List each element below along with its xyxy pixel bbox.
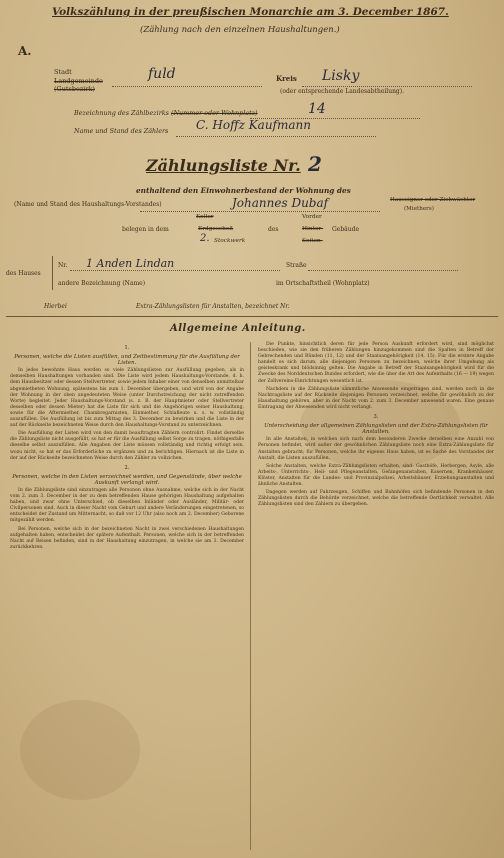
kreis-note: (oder entsprechende Landesabtheilung). bbox=[280, 88, 405, 95]
ortschaft-label: im Ortschaftstheil (Wohnplatz) bbox=[276, 280, 370, 287]
seiten-label: Seiten- bbox=[302, 238, 323, 244]
strasse-label: Straße bbox=[286, 262, 307, 269]
paper-stain bbox=[20, 700, 140, 800]
vorder-label: Vorder bbox=[302, 214, 322, 220]
stockwerk-value: 2. bbox=[200, 233, 210, 244]
list-title: Zählungsliste Nr. bbox=[146, 156, 301, 175]
erdgeschoss-label: Erdgeschoß bbox=[198, 226, 234, 232]
nr-label: Nr. bbox=[58, 262, 68, 269]
andere-label: andere Bezeichnung (Name) bbox=[58, 280, 146, 287]
zaehler-label: Name und Stand des Zählers bbox=[74, 127, 169, 135]
zaehler-value: C. Hoffz Kaufmann bbox=[196, 118, 311, 132]
address-value: 1 Anden Lindan bbox=[86, 257, 175, 270]
hierbei-label: Hierbei bbox=[44, 303, 67, 310]
kreis-label: Kreis bbox=[276, 74, 297, 83]
form-letter: A. bbox=[18, 44, 32, 58]
des-label: des bbox=[268, 226, 279, 233]
zaehlbezirk-label: Bezeichnung des Zählbezirks (Nummer oder Wohnplatz) bbox=[74, 109, 258, 117]
keller-label: Keller bbox=[196, 214, 214, 220]
owner-right-note: (Miethers) bbox=[404, 206, 434, 212]
stadt-value: fuld bbox=[148, 66, 176, 82]
gelegen-label: belegen in dem bbox=[122, 226, 169, 233]
stockwerk-label: Stockwerk bbox=[214, 238, 246, 244]
instructions-right-column: Die Punkte, hinsichtlich deren für jede Person Auskunft erfordert wird, sind möglichst beschieden, wie sie den früheren Zählungen hinzugekommen sind die Spalten in Betreff der Gebrechenden und Blinden (11, 12) und der Staatsangehörigkeit (14, 15). Für die erstere Angabe handelt es sich darum, alle diejenigen Personen zu bezeichnen, welche ihrer Umgebung als geisteskrank und blödsinnig gelten. Die Angabe in Betreff der Staatsangehörigkeit wird für die Zwecke des Norddeutschen Bundes erfordert, wie die über die Art des Aufenthalts (16 — 19) wegen der Zollvereins-Einrichtungen wesentlich ist. Nachdem in die Zählungsliste sämmtliche Anwesende eingetragen sind, werden noch in die Nachtragsliste auf der Rückseite diejenigen Personen verzeichnet, welche für gewöhnlich zu der Haushaltung gehören, aber in der Nacht vom 2. zum 3. December anwesend waren. Eine genaue Eintragung der Abwesenden wird nicht verlangt. 3. Unterscheidung der allgemeinen Zählungslisten und der Extra-Zählungslisten für Anstalten. In alle Anstalten, in welchen sich nach dem besonderen Zwecke derselben eine Anzahl von Personen befindet, wird außer der gewöhnlichen Zählungsliste noch eine Extra-Zählungsliste für Anstalten gebracht; für Personen, welche ihr eigenes Haus haben, ist es Sache des Vorstandes der Anstalt, die Listen auszufüllen. Solche Anstalten, welche Extra-Zählungslisten erhalten, sind: Gasthöfe, Herbergen, Asyle, alle Arbeits-, Unterrichts-, Heil- und Pflegeanstalten, Gefangenanstalten, Kasernen, Krankenhäuser, Klöster, Anstalten für die Landes- und Provinzialpolizei, Arbeitshäuser, Erziehungsanstalten und ähnliche Anstalten. Dagegen werden auf Fahrzeugen, Schiffen und Bahnhöfen sich befindende Personen in den Zählungslisten durch die Behörde verzeichnet, welche die betreffende Oertlichkeit verwaltet. Alle Zählungslisten sind den Zählern zu übergeben. bbox=[258, 342, 494, 508]
owner-value: Johannes Dubaf bbox=[232, 196, 329, 210]
enthaltend-line: enthaltend den Einwohnerbestand der Wohnung des bbox=[136, 186, 351, 195]
hinter-label: Hinter- bbox=[302, 226, 324, 232]
instructions-heading: Allgemeine Anleitung. bbox=[170, 323, 306, 334]
gebaeude-label: Gebäude bbox=[332, 226, 360, 233]
list-number: 2 bbox=[308, 152, 322, 176]
column-divider bbox=[250, 342, 251, 850]
owner-label: (Name und Stand des Haushaltungs-Vorstandes) bbox=[14, 201, 162, 208]
kreis-value: Lisky bbox=[322, 68, 360, 84]
instructions-left-column: 1. Personen, welche die Listen ausfüllen, und Zeitbestimmung für die Ausfüllung der Listen. In jedes bewohnte Haus werden so viele Zählungslisten zur Ausfüllung gegeben, als in demselben Haushaltungen vorhanden sind. Die Liste wird jedem Haushaltungs-Vorstande, d. h. dem Hausbesitzer oder dessen Stellvertreter, sowie jedem Inhaber einer von denselben unmittelbar abgemietheten Wohnung, spätestens bis zum 1. December übergeben, und wird von der Angabe der Wohnung in der oben angedeuteten Weise (unter Durchstreichung der nicht zutreffenden Worte) begleitet. Jeder Haushaltungs-Vorstand (s. z. B. der Hauptmieter oder Stellvertreter desselben oder dessen Mieter) hat die Liste für sich und die Angehörigen seiner Haushaltung, sowie für die Aftermiether, Chambregarnisten, Einmiether, Schlafleute u. s. w. vollständig auszufüllen. Die Ausfüllung ist bis zum Mittag des 3. December zu bewirken und die Liste in der auf der Rückseite bezeichneten Weise durch den Haushaltungs-Vorstand zu unterzeichnen. Die Ausfüllung der Listen wird von den damit beauftragten Zählern controlirt. Findet derselbe die Zählungsliste nicht ausgefüllt, so hat er für die Ausfüllung selbst Sorge zu tragen, nöthigenfalls dieselbe selbst auszufüllen. Alle Angaben der Liste müssen vollständig und richtig erfolgt sein, wozu nicht, so hat er das Erforderliche zu ergänzen und zu berichtigen. Hiernach ist die Liste in der auf der Rückseite bezeichneten Weise durch den Zähler zu vollzichen. 2. Personen, welche in den Listen verzeichnet werden, und Gegenstände, über welche Auskunft verlangt wird. In die Zählungsliste sind einzutragen alle Personen ohne Ausnahme, welche sich in der Nacht vom 2. zum 3. December in der zu dem betreffenden Hause gehörigen Haushaltung aufgehalten haben, und zwar ohne Unterschied, ob dieselben Inländer oder Ausländer, Militär- oder Civilpersonen sind. Auch in dieser Nacht vom Geburt und andere Veränderungen eingetretenen, so entscheidet der Zustand um Mitternacht, so daß vor 12 Uhr (also noch am 2. December) Geborene mitgezählt werden. Bei Personen, welche sich in der bezeichneten Nacht in zwei verschiedenen Haushaltungen aufgehalten haben, entscheidet der spätere Aufenthalt. Personen, welche sich in der betreffenden Nacht auf Reisen befinden, sind in der Haushaltung einzutragen, in welche sie am 3. December zurückkehren. bbox=[10, 345, 244, 550]
des-hauses-label: des Hauses bbox=[6, 270, 41, 277]
extra-lists-label: Extra-Zählungslisten für Anstalten, bezeichnet Nr. bbox=[136, 303, 290, 310]
zaehlbezirk-value: 14 bbox=[308, 101, 326, 117]
form-title: Volkszählung in der preußischen Monarchie am 3. December 1867. bbox=[52, 6, 449, 18]
form-subtitle: (Zählung nach den einzelnen Haushaltungen.) bbox=[140, 25, 340, 35]
owner-right-struck: Hauseigner oder Ziehwächter bbox=[390, 197, 476, 203]
stadt-labels: Stadt Landgemeinde (Gutsbezirk) bbox=[54, 68, 103, 93]
